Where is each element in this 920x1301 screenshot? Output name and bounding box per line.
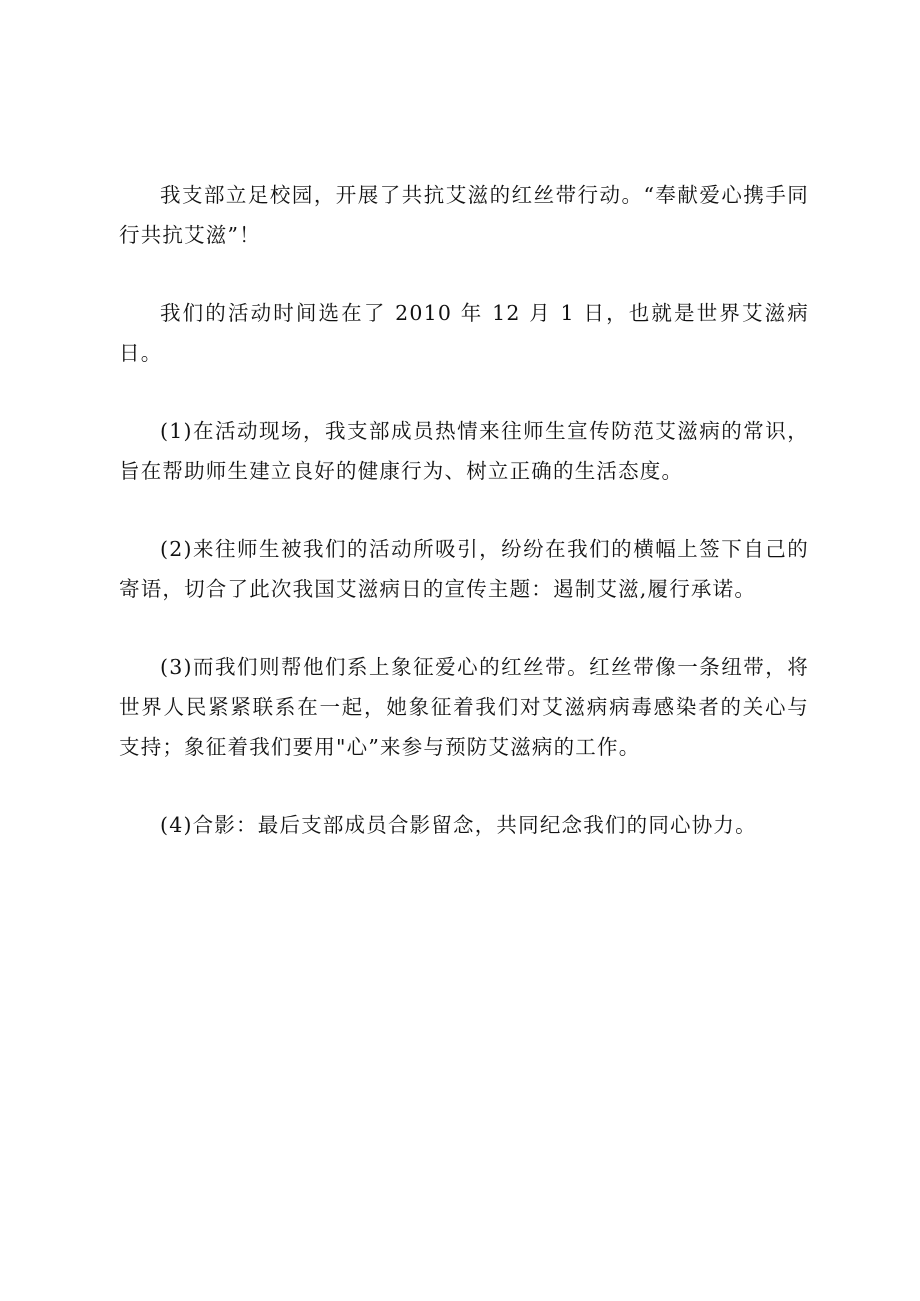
document-body [119,175,809,883]
paragraph-item-2: (2)来往师生被我们的活动所吸引，纷纷在我们的横幅上签下自己的寄语，切合了此次我国艾滋病日的宣传主题：遏制艾滋,履行承诺。 [119,537,809,601]
paragraph-intro: 我支部立足校园，开展了共抗艾滋的红丝带行动。“奉献爱心携手同行共抗艾滋”！ [119,183,809,247]
paragraph-date: 我们的活动时间选在了 2010 年 12 月 1 日，也就是世界艾滋病日。 [119,301,809,365]
paragraph-item-3: (3)而我们则帮他们系上象征爱心的红丝带。红丝带像一条纽带，将世界人民紧紧联系在一起，她象征着我们对艾滋病病毒感染者的关心与支持；象征着我们要用"心”来参与预防艾滋病的工作。 [119,655,809,759]
paragraph-item-4: (4)合影：最后支部成员合影留念，共同纪念我们的同心协力。 [160,813,757,837]
paragraph-item-1: (1)在活动现场，我支部成员热情来往师生宣传防范艾滋病的常识，旨在帮助师生建立良好的健康行为、树立正确的生活态度。 [119,419,809,483]
